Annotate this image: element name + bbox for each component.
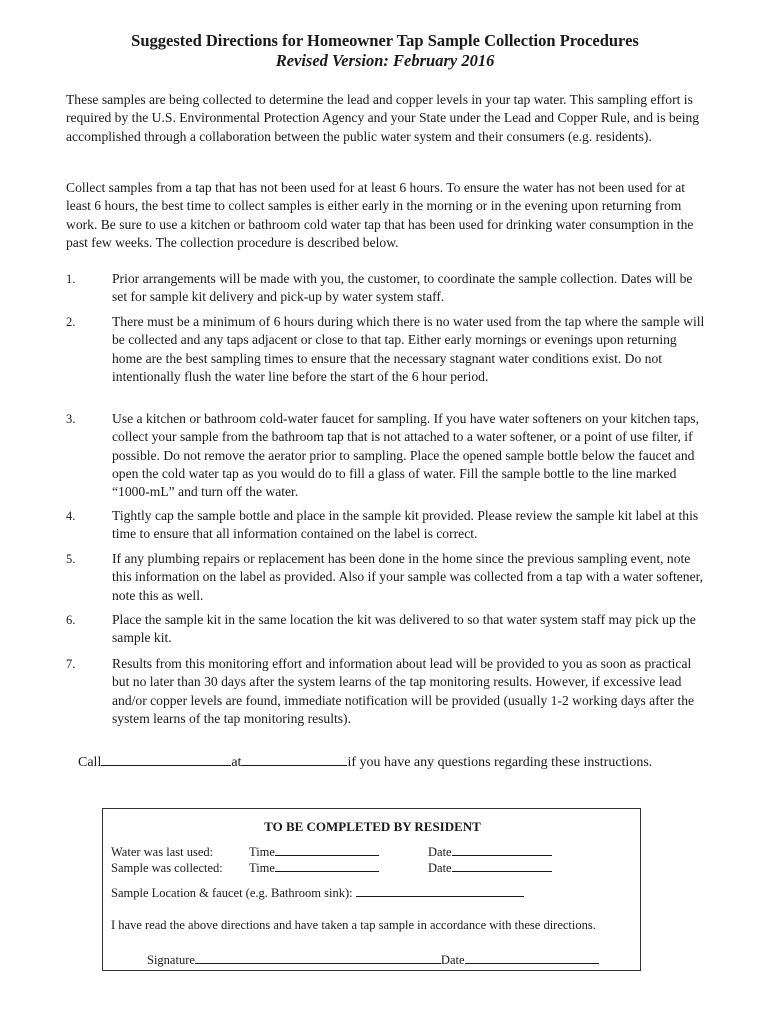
sample-collected-time <box>249 860 379 876</box>
time-label: Time <box>249 861 275 875</box>
step-number: 5. <box>66 552 76 566</box>
water-last-used-date <box>428 844 552 860</box>
sample-collected-time-field[interactable] <box>275 860 379 872</box>
step-item <box>66 550 706 605</box>
resident-form-title: TO BE COMPLETED BY RESIDENT <box>264 819 481 834</box>
signature-row <box>147 952 599 968</box>
sample-collected-label: Sample was collected: <box>111 861 223 875</box>
step-number: 4. <box>66 509 76 523</box>
step-text: Results from this monitoring effort and information about lead will be provided to you as soon as practical but no later than 30 days after the system learns of the tap monitoring results. However, if excessive lead and/or copper levels are found, immediate notification will be provided (usually 1-2 working days after the system learns of the tap monitoring results). <box>112 656 695 726</box>
date-label: Date <box>428 861 452 875</box>
signature-field[interactable] <box>195 952 441 964</box>
page-title: Suggested Directions for Homeowner Tap Sample Collection Procedures <box>131 31 639 50</box>
sample-location-row <box>111 885 524 901</box>
page-subtitle: Revised Version: February 2016 <box>275 51 495 70</box>
contact-line <box>78 753 652 772</box>
signature-date-field[interactable] <box>465 952 599 964</box>
step-number: 6. <box>66 613 76 627</box>
step-item <box>66 611 706 648</box>
resident-statement: I have read the above directions and have taken a tap sample in accordance with these directions. <box>111 918 596 932</box>
step-text: Use a kitchen or bathroom cold-water faucet for sampling. If you have water softeners on your kitchen taps, collect your sample from the bathroom tap that is not attached to a water softener, or a point of use filter, if possible. Do not remove the aerator prior to sampling. Place the opened sample bottle below the faucet and open the cold water tap as you would do to fill a glass of water. Fill the sample bottle to the line marked “1000-mL” and turn off the water. <box>112 411 699 500</box>
step-number: 1. <box>66 272 76 286</box>
sample-location-label: Sample Location & faucet (e.g. Bathroom sink): <box>111 886 353 900</box>
call-name-field[interactable] <box>101 753 231 766</box>
time-label: Time <box>249 845 275 859</box>
step-item <box>66 655 706 728</box>
resident-form-box <box>102 808 641 971</box>
intro-paragraph-1: These samples are being collected to determine the lead and copper levels in your tap water. This sampling effort is required by the U.S. Environmental Protection Agency and your State under the Lead and Copper Rule, and is being accomplished through a collaboration between the public water system and their consumers (e.g. residents). <box>66 92 700 144</box>
water-last-used-date-field[interactable] <box>452 844 552 856</box>
step-text: Tightly cap the sample bottle and place in the sample kit provided. Please review the sample kit label at this time to ensure that all information contained on the label is correct. <box>112 508 699 542</box>
step-number: 3. <box>66 412 76 426</box>
sample-collected-date-field[interactable] <box>452 860 552 872</box>
step-number: 7. <box>66 657 76 671</box>
intro-paragraph-2: Collect samples from a tap that has not been used for at least 6 hours. To ensure the water has not been used for at least 6 hours, the best time to collect samples is either early in the morning or in the evening upon returning from work. Be sure to use a kitchen or bathroom cold water tap that has been used for drinking water consumption in the past few weeks. The collection procedure is described below. <box>66 180 694 250</box>
water-last-used-label: Water was last used: <box>111 845 214 859</box>
water-last-used-time <box>249 844 379 860</box>
sample-collected-row <box>111 860 223 876</box>
step-item <box>66 507 706 544</box>
date-label: Date <box>428 845 452 859</box>
step-text: If any plumbing repairs or replacement has been done in the home since the previous sampling event, note this information on the label as provided. Also if your sample was collected from a tap with a water softener, note this as well. <box>112 551 703 603</box>
step-text: Place the sample kit in the same location the kit was delivered to so that water system staff may pick up the sample kit. <box>112 612 696 646</box>
signature-label: Signature <box>147 953 195 967</box>
water-last-used-row <box>111 844 213 860</box>
call-number-field[interactable] <box>241 753 347 766</box>
step-text: There must be a minimum of 6 hours during which there is no water used from the tap where the sample will be collected and any taps adjacent or close to that tap. Either early mornings or evenings upon returning home are the best sampling times to ensure that the necessary stagnant water conditions exist. Do not intentionally flush the water line before the start of the 6 hour period. <box>112 314 705 384</box>
signature-date-label: Date <box>440 953 465 967</box>
sample-location-field[interactable] <box>356 885 524 897</box>
step-item <box>66 270 706 307</box>
step-number: 2. <box>66 315 76 329</box>
at-label: at <box>231 755 242 770</box>
questions-text: if you have any questions regarding these instructions. <box>347 755 653 770</box>
step-item <box>66 410 706 501</box>
step-item <box>66 313 706 386</box>
step-text: Prior arrangements will be made with you, the customer, to coordinate the sample collection. Dates will be set for sample kit delivery and pick-up by water system staff. <box>112 271 693 305</box>
call-label: Call <box>78 755 102 770</box>
water-last-used-time-field[interactable] <box>275 844 379 856</box>
sample-collected-date <box>428 860 552 876</box>
